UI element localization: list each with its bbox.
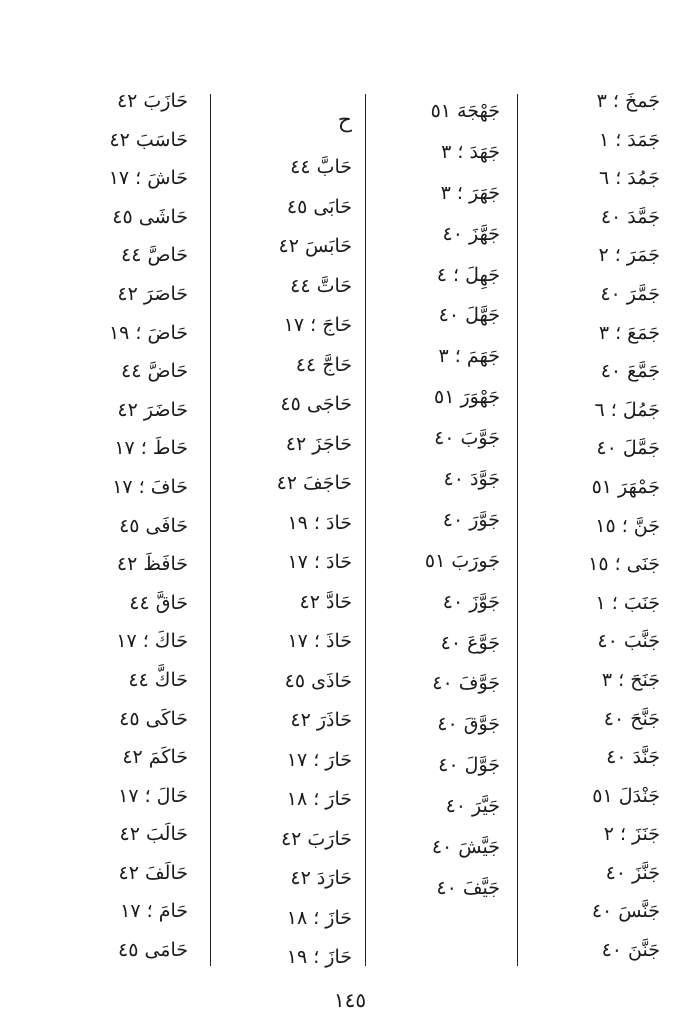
list-item: جَمَرَ ؛ ٢ [598,244,660,267]
page-number: ١٤٥ [333,988,367,1012]
list-item: حَامَ ؛ ١٧ [120,900,188,923]
list-item: جَورَبَ ٥١ [424,549,500,572]
list-item: حَاجَّ ٤٤ [295,353,352,376]
list-item: جَوَّفَ ٤٠ [432,672,500,695]
section-letter-heading: ح [337,108,352,133]
column-divider [210,94,211,966]
list-item: جَمَّعَ ٤٠ [600,360,660,383]
list-item: جَوَّقَ ٤٠ [437,713,500,736]
list-item: جَنَحَ ؛ ٣ [601,668,660,691]
list-item: حَاشَى ٤٥ [112,205,188,228]
list-item: جَوَّعَ ٤٠ [440,631,500,654]
list-item: جَنَّدَ ٤٠ [606,746,660,769]
entry-list [375,84,500,902]
list-item: جَنَّزَ ٤٠ [605,861,660,884]
list-item: حَاضَّ ٤٤ [121,360,188,383]
list-item: حَابَسَ ٤٢ [278,235,352,257]
column-3 [252,110,352,980]
list-item: حَاضَ ؛ ١٩ [108,321,188,344]
list-item: جَمَّدَ ٤٠ [600,205,660,228]
list-item: حَاذَى ٤٥ [284,669,352,692]
list-item: حَاجَفَ ٤٢ [276,472,352,494]
list-item: حَاكَّ ٤٤ [128,668,188,691]
entry-list [68,84,188,972]
list-item: حَاصَّ ٤٤ [121,244,188,267]
list-item: جَمْهَرَ ٥١ [591,475,660,498]
list-item: حَادَّ ٤٢ [299,590,352,613]
list-item: جَمُلَ ؛ ٦ [594,398,660,421]
column-divider [365,94,366,966]
list-item: حَاكَ ؛ ١٧ [116,630,188,653]
list-item: جَهَّلَ ٤٠ [438,304,500,327]
list-item: جَنَّحَ ٤٠ [603,707,660,730]
list-item: حَاسَبَ ٤٢ [109,128,188,151]
list-item: جَمَّلَ ٤٠ [596,437,660,460]
list-item: حَارَدَ ٤٢ [290,867,352,889]
list-item: جَمَّرَ ٤٠ [600,282,660,305]
list-item: جَوَّدَ ٤٠ [443,468,500,491]
list-item: جَوَّزَ ٤٠ [442,590,500,613]
list-item: حَابَى ٤٥ [286,195,352,218]
column-4 [68,84,188,972]
list-item: حَازَ ؛ ١٩ [286,946,352,968]
entry-list [540,84,660,972]
list-item: حَالَ ؛ ١٧ [118,784,188,807]
list-item: جَهَدَ ؛ ٣ [441,140,500,163]
list-item: جَمُدَ ؛ ٦ [598,167,660,190]
list-item: حَاضَرَ ٤٢ [117,398,188,421]
list-item: حَاتَّ ٤٤ [290,274,352,297]
list-item: جَيَّفَ ٤٠ [436,876,500,899]
list-item: حَارَ ؛ ١٨ [286,788,352,810]
list-item: حَازَ ؛ ١٨ [286,906,352,929]
list-item: حَافَ ؛ ١٧ [112,475,188,498]
column-2 [375,84,500,902]
list-item: حَاجَزَ ٤٢ [285,432,352,455]
list-item: جَهِلَ ؛ ٤ [436,263,500,286]
list-item: جَهَرَ ؛ ٣ [440,181,500,204]
entry-list [252,110,352,980]
list-item: حَادَ ؛ ١٧ [287,551,352,573]
list-item: حَاجَى ٤٥ [280,393,352,415]
list-item: جَهَّزَ ٤٠ [442,222,500,245]
list-item: حَادَ ؛ ١٩ [287,511,352,534]
list-item: جَنَّبَ ٤٠ [597,630,660,653]
list-item: جَيَّشَ ٤٠ [431,836,500,859]
list-item: جَهَمَ ؛ ٣ [438,345,500,368]
list-item: جَنَّ ؛ ١٥ [595,514,660,537]
list-item: حَارَ ؛ ١٧ [286,748,352,771]
list-item: جَنَى ؛ ١٥ [588,553,660,576]
list-item: جَوَّلَ ٤٠ [438,754,500,777]
list-item: حَارَبَ ٤٢ [280,827,352,850]
list-item: جَنْدَلَ ٥١ [592,784,660,807]
list-item: جَنَّسَ ٤٠ [591,900,660,923]
list-item: جَمخَ ؛ ٣ [596,90,660,112]
list-item: حَاكَمَ ٤٢ [122,746,188,769]
list-item: حَاشَ ؛ ١٧ [108,167,188,190]
list-item: حَافَى ٤٥ [119,514,188,537]
list-item: جَمَعَ ؛ ٣ [598,321,660,344]
list-item: حَابَّ ٤٤ [290,156,352,178]
list-item: جَيَّرَ ٤٠ [445,795,500,818]
list-item: حَافَظَ ٤٢ [116,553,188,576]
list-item: حَاصَرَ ٤٢ [117,282,188,305]
list-item: حَالَبَ ٤٢ [119,823,188,846]
list-item: حَاذَرَ ٤٢ [290,709,352,731]
list-item: جَهْجَهَ ٥١ [430,100,500,122]
list-item: حَازَبَ ٤٢ [116,90,188,112]
list-item: حَامَى ٤٥ [117,939,188,962]
column-1 [540,84,660,972]
list-item: جَوَّبَ ٤٠ [434,427,500,450]
column-divider [517,94,518,966]
list-item: جَوَّرَ ٤٠ [442,508,500,531]
list-item: حَالَفَ ٤٢ [118,861,188,884]
list-item: جَنَبَ ؛ ١ [595,591,660,614]
list-item: جَنَّنَ ٤٠ [601,939,660,962]
list-item: جَنَزَ ؛ ٢ [603,823,660,846]
list-item: حَاذَ ؛ ١٧ [287,630,352,652]
list-item: جَهْوَرَ ٥١ [434,386,500,409]
list-item: حَاطَ ؛ ١٧ [114,437,188,460]
list-item: حَاجَ ؛ ١٧ [283,314,352,336]
list-item: حَاقَّ ٤٤ [129,591,188,614]
list-item: جَمَدَ ؛ ١ [598,128,660,151]
list-item: حَاكَى ٤٥ [119,707,188,730]
